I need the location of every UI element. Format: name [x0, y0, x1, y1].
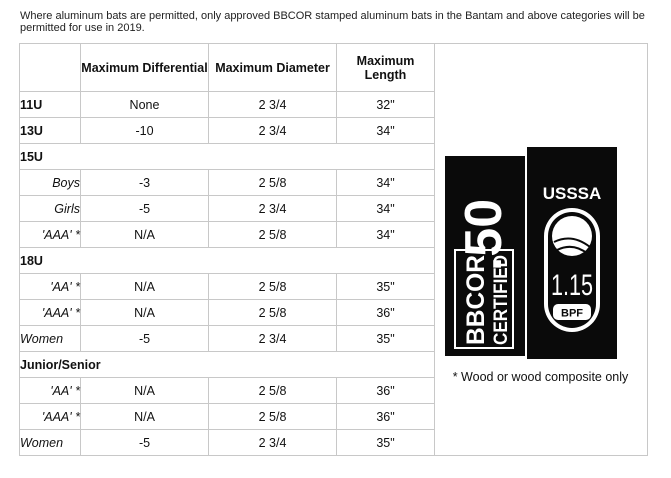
- row-label: 'AA' *: [20, 274, 81, 300]
- max-differential-cell: N/A: [81, 300, 209, 326]
- max-differential-cell: None: [81, 92, 209, 118]
- bbcor-certified-logo: [445, 156, 525, 356]
- row-label: Boys: [20, 170, 81, 196]
- max-length-cell: 36": [337, 378, 435, 404]
- max-diameter-cell: 2 3/4: [209, 92, 337, 118]
- max-differential-cell: -3: [81, 170, 209, 196]
- max-length-cell: 35": [337, 326, 435, 352]
- max-differential-cell: N/A: [81, 404, 209, 430]
- header-max-diameter: Maximum Diameter: [209, 44, 337, 92]
- header-max-length: Maximum Length: [337, 44, 435, 92]
- certification-logos: [445, 147, 617, 359]
- max-diameter-cell: 2 5/8: [209, 274, 337, 300]
- max-diameter-cell: 2 3/4: [209, 196, 337, 222]
- row-label: 15U: [20, 144, 435, 170]
- max-length-cell: 36": [337, 300, 435, 326]
- max-differential-cell: -5: [81, 326, 209, 352]
- max-differential-cell: N/A: [81, 222, 209, 248]
- max-length-cell: 34": [337, 222, 435, 248]
- max-differential-cell: -5: [81, 196, 209, 222]
- row-label: Junior/Senior: [20, 352, 435, 378]
- max-differential-cell: N/A: [81, 274, 209, 300]
- max-diameter-cell: 2 5/8: [209, 404, 337, 430]
- header-max-differential: Maximum Differential: [81, 44, 209, 92]
- row-label: 13U: [20, 118, 81, 144]
- usssa-unit: BPF: [561, 307, 583, 320]
- max-length-cell: 34": [337, 170, 435, 196]
- max-diameter-cell: 2 3/4: [209, 326, 337, 352]
- usssa-brand: USSSA: [542, 184, 602, 203]
- max-length-cell: 35": [337, 274, 435, 300]
- row-label: Girls: [20, 196, 81, 222]
- certified-word: CERTIFIED: [491, 244, 512, 345]
- footnote: * Wood or wood composite only: [452, 370, 629, 384]
- max-diameter-cell: 2 3/4: [209, 430, 337, 456]
- header-corner: [20, 44, 81, 92]
- max-diameter-cell: 2 5/8: [209, 170, 337, 196]
- max-diameter-cell: 2 5/8: [209, 378, 337, 404]
- bbcor-word: BBCOR: [462, 253, 490, 345]
- usssa-logo: [527, 147, 617, 359]
- max-differential-cell: -5: [81, 430, 209, 456]
- max-length-cell: 35": [337, 430, 435, 456]
- max-diameter-cell: 2 5/8: [209, 300, 337, 326]
- max-differential-cell: N/A: [81, 378, 209, 404]
- intro-text: Where aluminum bats are permitted, only approved BBCOR stamped aluminum bats in the Bantam and above categories will be permitted for use in 2019.: [20, 10, 645, 34]
- usssa-value: 1.15: [551, 269, 593, 302]
- bat-specs-table: [19, 43, 648, 456]
- row-label: 'AAA' *: [20, 300, 81, 326]
- max-diameter-cell: 2 5/8: [209, 222, 337, 248]
- max-length-cell: 34": [337, 118, 435, 144]
- row-label: 18U: [20, 248, 435, 274]
- row-label: Women: [20, 430, 81, 456]
- row-label: Women: [20, 326, 81, 352]
- row-label: 'AA' *: [20, 378, 81, 404]
- row-label: 11U: [20, 92, 81, 118]
- max-length-cell: 36": [337, 404, 435, 430]
- max-length-cell: 34": [337, 196, 435, 222]
- max-diameter-cell: 2 3/4: [209, 118, 337, 144]
- row-label: 'AAA' *: [20, 222, 81, 248]
- row-label: 'AAA' *: [20, 404, 81, 430]
- bbcor-value: .50: [455, 198, 513, 272]
- logo-cell: [435, 44, 648, 456]
- max-differential-cell: -10: [81, 118, 209, 144]
- header-row: [20, 44, 648, 92]
- max-length-cell: 32": [337, 92, 435, 118]
